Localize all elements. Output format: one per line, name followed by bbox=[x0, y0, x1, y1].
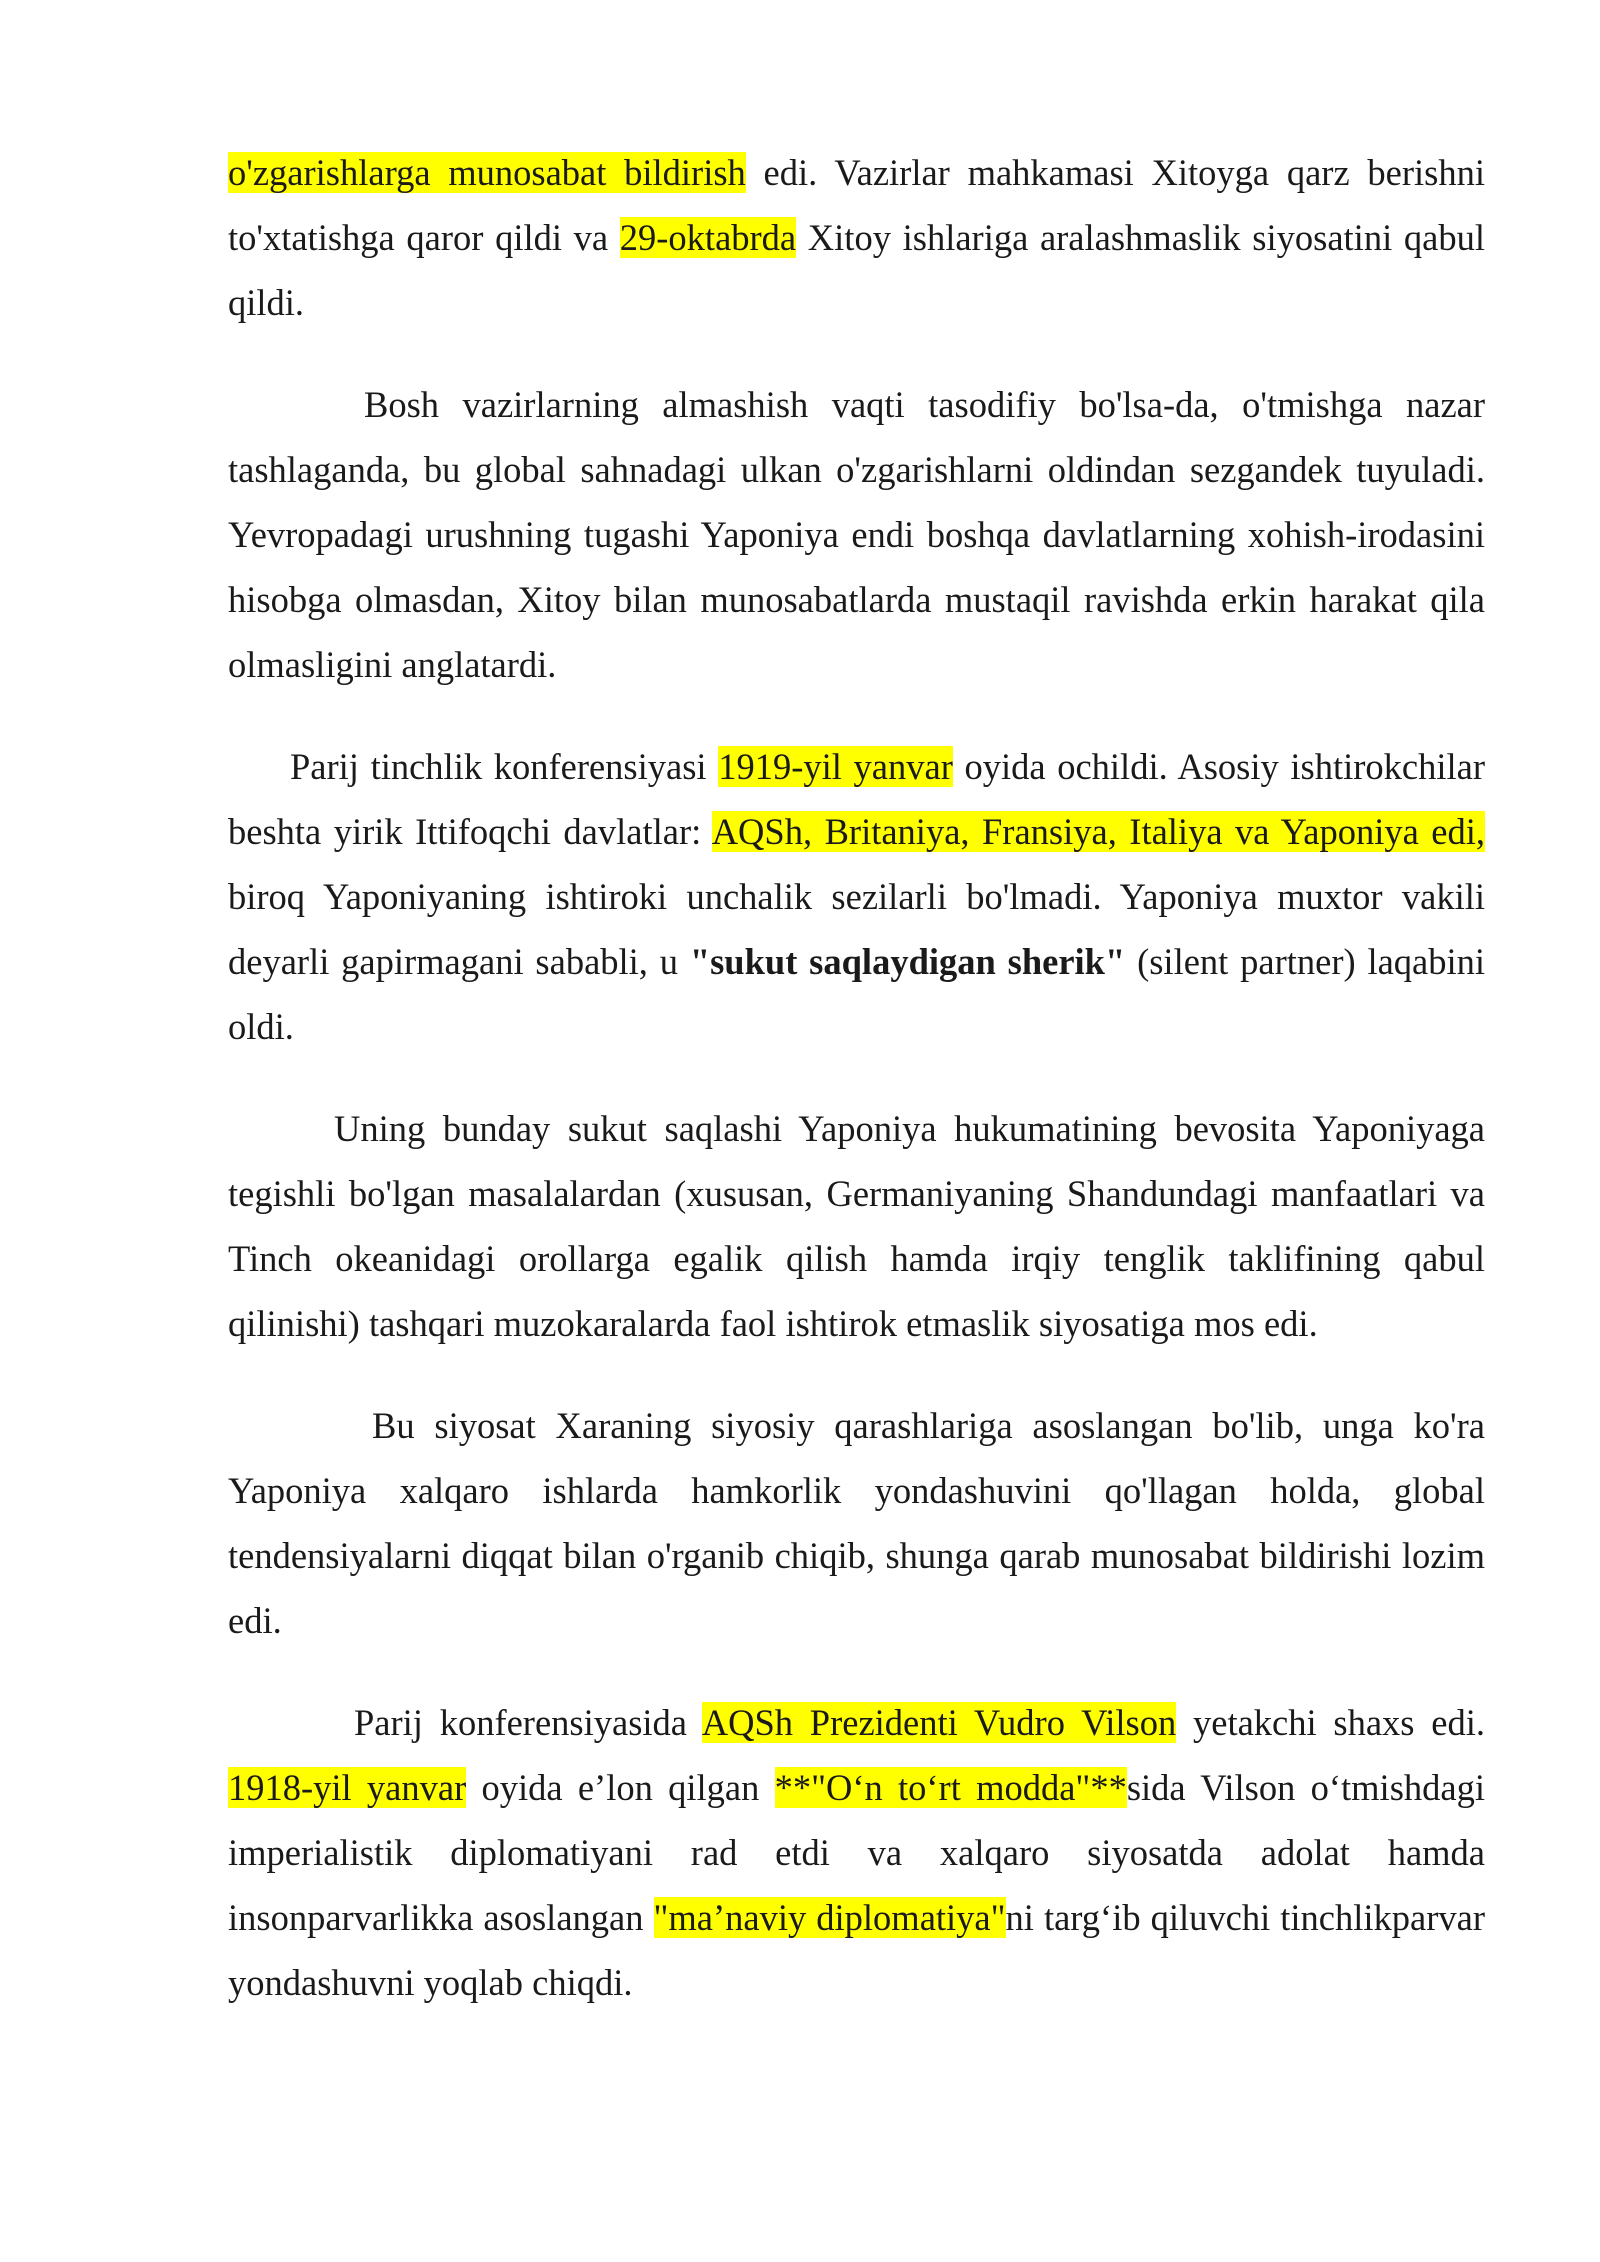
text-segment: Xitoy ishlariga aralashmaslik siyosatini qabul qildi. bbox=[228, 217, 1485, 323]
text-segment: Parij konferensiyasida bbox=[354, 1702, 702, 1743]
text-segment: Bosh vazirlarning almashish vaqti tasodifiy bo'lsa-da, o'tmishga nazar tashlaganda, bu global sahnadagi ulkan o'zgarishlarni oldindan sezgandek tuyuladi. Yevropadagi urushning tugashi Yaponiya endi boshqa davlatlarning xohish-irodasini hisobga olmasdan, Xitoy bilan munosabatlarda mustaqil ravishda erkin harakat qila olmasligini anglatardi. bbox=[228, 384, 1485, 685]
highlighted-text: 29-oktabrda bbox=[619, 217, 797, 258]
paragraph-1 bbox=[228, 140, 1485, 335]
text-segment: Uning bunday sukut saqlashi Yaponiya hukumatining bevosita Yaponiyaga tegishli bo'lgan masalalardan (xususan, Germaniyaning Shandundagi manfaatlari va Tinch okeanidagi orollarga egalik qilish hamda irqiy tenglik taklifining qabul qilinishi) tashqari muzokaralarda faol ishtirok etmaslik siyosatiga mos edi. bbox=[228, 1108, 1485, 1344]
highlighted-text: 1918-yil yanvar bbox=[228, 1767, 467, 1808]
text-segment: sida Vilson o‘tmishdagi imperialistik diplomatiyani rad etdi va xalqaro siyosatda adolat hamda insonparvarlikka asoslangan bbox=[228, 1767, 1485, 1938]
highlighted-text: 1919-yil yanvar bbox=[718, 746, 953, 787]
highlighted-text: AQSh, Britaniya, Fransiya, Italiya va Yaponiya edi, bbox=[711, 811, 1485, 852]
text-segment: edi. Vazirlar mahkamasi Xitoyga qarz berishni to'xtatishga qaror qildi va bbox=[228, 152, 1485, 258]
paragraph-5 bbox=[228, 1393, 1485, 1653]
paragraph-4 bbox=[228, 1096, 1485, 1356]
paragraph-6 bbox=[228, 1690, 1485, 2015]
text-segment: oyida e’lon qilgan bbox=[466, 1767, 775, 1808]
text-segment: (silent partner) laqabini oldi. bbox=[228, 941, 1486, 1047]
paragraph-2 bbox=[228, 372, 1485, 697]
highlighted-text: "ma’naviy diplomatiya" bbox=[653, 1897, 1006, 1938]
highlighted-text: AQSh Prezidenti Vudro Vilson bbox=[701, 1702, 1177, 1743]
paragraph-3 bbox=[228, 734, 1485, 1059]
highlighted-text: **"O‘n to‘rt modda"** bbox=[774, 1767, 1127, 1808]
text-segment: yetakchi shaxs edi. bbox=[1176, 1702, 1485, 1743]
text-segment: Parij tinchlik konferensiyasi bbox=[290, 746, 719, 787]
text-segment: oyida ochildi. Asosiy ishtirokchilar beshta yirik Ittifoqchi davlatlar: bbox=[228, 746, 1486, 852]
text-segment: ni targ‘ib qiluvchi tinchlikparvar yondashuvni yoqlab chiqdi. bbox=[228, 1897, 1485, 2003]
text-segment: biroq Yaponiyaning ishtiroki unchalik sezilarli bo'lmadi. Yaponiya muxtor vakili deyarli gapirmagani sababli, u bbox=[228, 876, 1485, 982]
document-page bbox=[228, 140, 1485, 2052]
text-segment: Bu siyosat Xaraning siyosiy qarashlariga asoslangan bo'lib, unga ko'ra Yaponiya xalqaro ishlarda hamkorlik yondashuvini qo'llagan holda, global tendensiyalarni diqqat bilan o'rganib chiqib, shunga qarab munosabat bildirishi lozim edi. bbox=[228, 1405, 1485, 1641]
highlighted-text: o'zgarishlarga munosabat bildirish bbox=[228, 152, 746, 193]
bold-text: "sukut saqlaydigan sherik" bbox=[689, 941, 1126, 982]
